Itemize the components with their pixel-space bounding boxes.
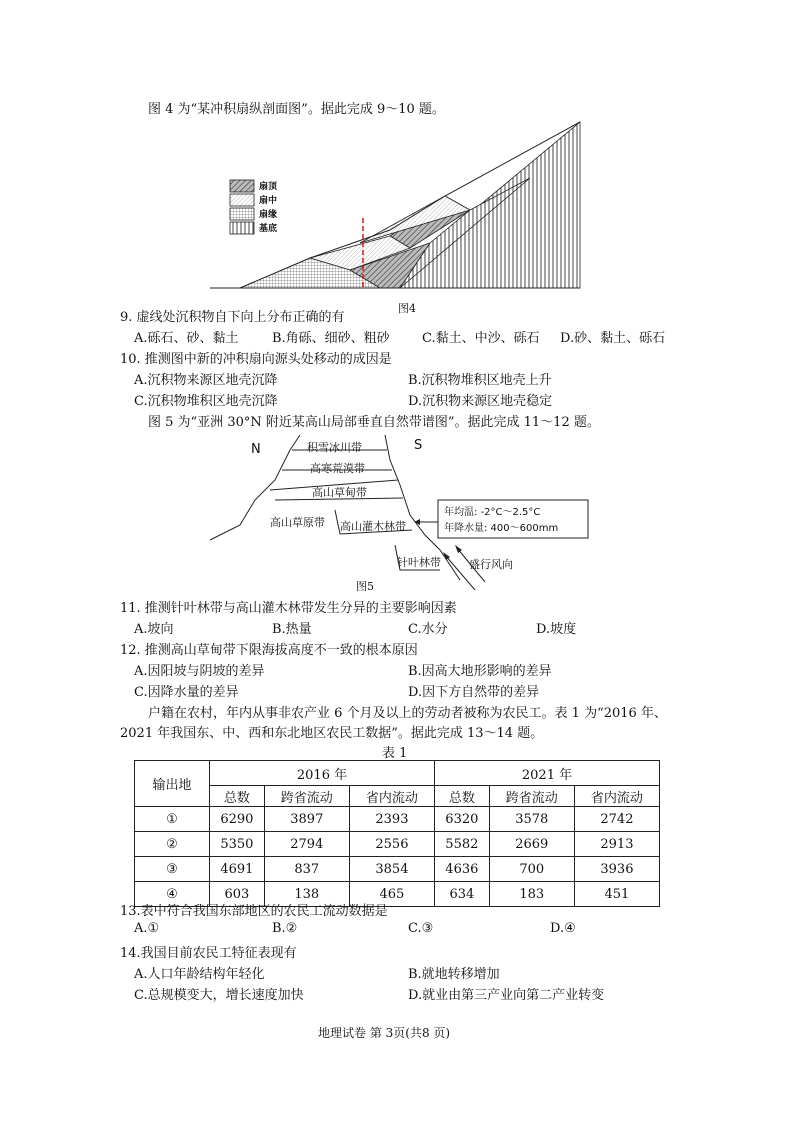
q11-option-d[interactable]: D.坡度 [536, 622, 577, 637]
table-cell: 183 [489, 882, 574, 907]
table-cell: 2393 [349, 807, 434, 832]
q13-option-d[interactable]: D.④ [550, 921, 576, 936]
table-subheader-row [135, 786, 660, 807]
q14-option-a[interactable]: A.人口年龄结构年轻化 [134, 967, 265, 982]
subheader: 跨省流动 [489, 786, 574, 807]
question-10-stem: 10. 推测图中新的冲积扇向源头处移动的成因是 [120, 352, 392, 367]
q10-option-d[interactable]: D.沉积物来源区地壳稳定 [408, 394, 553, 409]
intro-table1-line2: 2021 年我国东、中、西和东北地区农民工数据”。据此完成 13～14 题。 [120, 726, 544, 741]
table-cell: 3897 [264, 807, 349, 832]
south-label: S [414, 438, 423, 453]
table-cell: 4636 [434, 857, 489, 882]
zone-conifer: 针叶林带 [397, 556, 441, 569]
q12-option-a[interactable]: A.因阳坡与阴坡的差异 [134, 664, 265, 679]
table-cell: 6290 [210, 807, 265, 832]
table-cell: 603 [210, 882, 265, 907]
page-footer: 地理试卷 第 3页(共8 页) [318, 1026, 451, 1040]
q11-option-c[interactable]: C.水分 [408, 622, 448, 637]
table-row [135, 857, 660, 882]
legend-swatch-fan-edge [230, 208, 254, 220]
q12-option-b[interactable]: B.因高大地形影响的差异 [408, 664, 552, 679]
subheader: 省内流动 [349, 786, 434, 807]
table-cell: ② [135, 832, 210, 857]
table-cell: 3854 [349, 857, 434, 882]
table-cell: 2742 [574, 807, 659, 832]
intro-fig5: 图 5 为“亚洲 30°N 附近某高山局部垂直自然带谱图”。据此完成 11～12 题。 [148, 415, 600, 430]
figure-4-caption: 图4 [398, 302, 416, 315]
table-1-title: 表 1 [382, 746, 408, 761]
table-cell: 4691 [210, 857, 265, 882]
zone-alpine-shrub: 高山灌木林带 [340, 520, 406, 533]
table-cell: ③ [135, 857, 210, 882]
legend-swatch-fan-middle [230, 194, 254, 206]
q13-option-b[interactable]: B.② [272, 921, 298, 936]
q9-option-d[interactable]: D.砂、黏土、砾石 [560, 331, 666, 346]
subheader: 总数 [434, 786, 489, 807]
question-11-stem: 11. 推测针叶林带与高山灌木林带发生分异的主要影响因素 [120, 601, 457, 616]
question-14-stem: 14.我国目前农民工特征表现有 [120, 946, 297, 961]
q14-option-c[interactable]: C.总规模变大，增长速度加快 [134, 988, 304, 1003]
header-region: 输出地 [135, 761, 210, 807]
legend-swatch-bedrock [230, 222, 254, 234]
q12-option-c[interactable]: C.因降水量的差异 [134, 685, 239, 700]
question-12-stem: 12. 推测高山草甸带下限海拔高度不一致的根本原因 [120, 643, 418, 658]
figure-5-caption: 图5 [356, 580, 374, 593]
table-cell: 3578 [489, 807, 574, 832]
q12-option-d[interactable]: D.因下方自然带的差异 [408, 685, 540, 700]
zone-alpine-desert: 高寒荒漠带 [310, 462, 365, 475]
table-cell: 3936 [574, 857, 659, 882]
table-cell: ① [135, 807, 210, 832]
table-cell: 634 [434, 882, 489, 907]
q9-option-c[interactable]: C.黏土、中沙、砾石 [422, 331, 540, 346]
table-1 [134, 760, 660, 907]
table-cell: 6320 [434, 807, 489, 832]
table-cell: ④ [135, 882, 210, 907]
subheader: 跨省流动 [264, 786, 349, 807]
intro-table1-line1: 户籍在农村，年内从事非农产业 6 个月及以上的劳动者被称为农民工。表 1 为“2016 年、 [148, 706, 667, 721]
q10-option-c[interactable]: C.沉积物堆积区地壳沉降 [134, 394, 278, 409]
table-cell: 138 [264, 882, 349, 907]
table-row [135, 832, 660, 857]
table-cell: 700 [489, 857, 574, 882]
zone-alpine-steppe: 高山草原带 [270, 516, 325, 529]
table-cell: 837 [264, 857, 349, 882]
table-cell: 451 [574, 882, 659, 907]
q13-option-a[interactable]: A.① [134, 921, 160, 936]
question-9-stem: 9. 虚线处沉积物自下向上分布正确的有 [120, 310, 345, 325]
table-cell: 2556 [349, 832, 434, 857]
legend-label-fan-middle: 扇中 [259, 196, 278, 206]
table-cell: 465 [349, 882, 434, 907]
legend-label-fan-top: 扇顶 [259, 182, 278, 192]
info-temperature: 年均温: -2°C～2.5°C [444, 507, 541, 518]
q9-option-a[interactable]: A.砾石、砂、黏土 [134, 331, 239, 346]
q14-option-b[interactable]: B.就地转移增加 [408, 967, 500, 982]
table-row [135, 807, 660, 832]
q11-option-b[interactable]: B.热量 [272, 622, 312, 637]
zone-glacier: 积雪冰川带 [307, 441, 362, 454]
q10-option-b[interactable]: B.沉积物堆积区地壳上升 [408, 373, 552, 388]
legend-label-fan-edge: 扇缘 [259, 210, 278, 220]
intro-fig4: 图 4 为“某冲积扇纵剖面图”。据此完成 9～10 题。 [148, 102, 445, 117]
q13-option-c[interactable]: C.③ [408, 921, 434, 936]
table-cell: 2913 [574, 832, 659, 857]
subheader: 总数 [210, 786, 265, 807]
north-label: N [251, 442, 261, 457]
info-precipitation: 年降水量: 400～600mm [444, 523, 559, 534]
q14-option-d[interactable]: D.就业由第三产业向第二产业转变 [408, 988, 605, 1003]
zone-alpine-meadow: 高山草甸带 [312, 486, 367, 499]
legend-label-bedrock: 基底 [259, 224, 278, 234]
q11-option-a[interactable]: A.坡向 [134, 622, 174, 637]
table-cell: 5350 [210, 832, 265, 857]
q9-option-b[interactable]: B.角砾、细砂、粗砂 [272, 331, 390, 346]
wind-arrowhead-2 [455, 545, 462, 553]
legend-swatch-fan-top [230, 180, 254, 192]
prevailing-wind-label: 盛行风向 [469, 558, 513, 571]
subheader: 省内流动 [574, 786, 659, 807]
table-cell: 2794 [264, 832, 349, 857]
table-header-row [135, 761, 660, 786]
table-cell: 5582 [434, 832, 489, 857]
q10-option-a[interactable]: A.沉积物来源区地壳沉降 [134, 373, 278, 388]
header-year-2016: 2016 年 [210, 761, 435, 786]
table-cell: 2669 [489, 832, 574, 857]
header-year-2021: 2021 年 [434, 761, 659, 786]
question-13-stem: 13.表中符合我国东部地区的农民工流动数据是 [120, 904, 388, 919]
